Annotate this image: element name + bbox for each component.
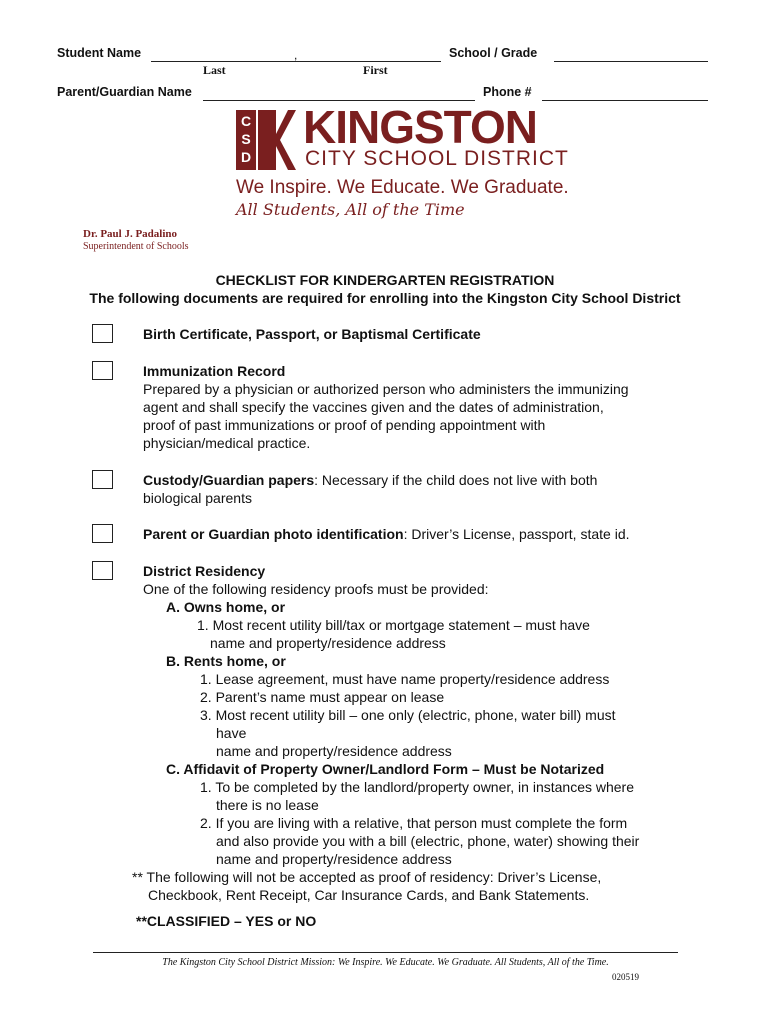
phone-label: Phone # xyxy=(483,85,532,99)
item-residency: District Residency xyxy=(143,563,266,579)
first-label: First xyxy=(363,63,388,77)
residency-b-2: 2. Parent’s name must appear on lease xyxy=(200,689,445,705)
item-immunization: Immunization Record xyxy=(143,363,286,379)
last-label: Last xyxy=(203,63,226,77)
footer-divider xyxy=(93,952,678,953)
page-subtitle: The following documents are required for enrolling into the Kingston City School District xyxy=(89,290,681,306)
footer-mission: The Kingston City School District Mission: We Inspire. We Educate. We Graduate. All Students, All of the Time. xyxy=(162,957,609,968)
immunization-line: agent and shall specify the vaccines given and the dates of administration, xyxy=(143,399,604,415)
item-photo-id: Parent or Guardian photo identification: Driver’s License, passport, state id. xyxy=(143,526,630,542)
residency-c-heading: C. Affidavit of Property Owner/Landlord Form – Must be Notarized xyxy=(166,761,605,777)
parent-guardian-label: Parent/Guardian Name xyxy=(57,85,192,99)
brand-subtitle: CITY SCHOOL DISTRICT xyxy=(305,147,569,170)
phone-field[interactable] xyxy=(542,100,708,101)
brand-tagline-script: All Students, All of the Time xyxy=(236,200,465,219)
monogram-c: C xyxy=(240,113,252,129)
monogram-d: D xyxy=(240,149,252,165)
form-code: 020519 xyxy=(612,972,639,982)
immunization-line: physician/medical practice. xyxy=(143,435,311,451)
superintendent-title: Superintendent of Schools xyxy=(83,241,189,252)
residency-b-3: 3. Most recent utility bill – one only (electric, phone, water bill) must xyxy=(200,707,616,723)
residency-note-2: Checkbook, Rent Receipt, Car Insurance Cards, and Bank Statements. xyxy=(148,887,590,903)
immunization-line: proof of past immunizations or proof of pending appointment with xyxy=(143,417,546,433)
item-custody: Custody/Guardian papers: Necessary if the child does not live with both biological parents xyxy=(143,472,598,506)
page-title: CHECKLIST FOR KINDERGARTEN REGISTRATION xyxy=(215,272,555,288)
monogram-s: S xyxy=(241,131,251,147)
student-name-label: Student Name xyxy=(57,46,142,60)
residency-intro: One of the following residency proofs must be provided: xyxy=(143,581,489,597)
residency-b-3b: have xyxy=(216,725,247,741)
residency-note-1: ** The following will not be accepted as proof of residency: Driver’s License, xyxy=(132,869,602,885)
classified-line: **CLASSIFIED – YES or NO xyxy=(136,913,317,929)
checkbox-residency[interactable] xyxy=(92,561,113,580)
checkbox-photo-id[interactable] xyxy=(92,524,113,543)
residency-c-1b: there is no lease xyxy=(216,797,319,813)
district-logo-icon xyxy=(236,110,296,170)
immunization-line: Prepared by a physician or authorized person who administers the immunizing xyxy=(143,381,629,397)
residency-c-2: 2. If you are living with a relative, that person must complete the form xyxy=(200,815,628,831)
residency-a-1b: name and property/residence address xyxy=(210,635,446,651)
name-comma: , xyxy=(294,48,298,62)
residency-c-2c: name and property/residence address xyxy=(216,851,452,867)
school-grade-label: School / Grade xyxy=(449,46,538,60)
checkbox-custody[interactable] xyxy=(92,470,113,489)
school-grade-field[interactable] xyxy=(554,61,708,62)
residency-b-3c: name and property/residence address xyxy=(216,743,452,759)
residency-a-1: 1. Most recent utility bill/tax or mortgage statement – must have xyxy=(197,617,590,633)
checkbox-immunization[interactable] xyxy=(92,361,113,380)
residency-b-1: 1. Lease agreement, must have name property/residence address xyxy=(200,671,610,687)
residency-c-2b: and also provide you with a bill (electric, phone, water) showing their xyxy=(216,833,640,849)
brand-tagline: We Inspire. We Educate. We Graduate. xyxy=(236,177,569,198)
superintendent-name: Dr. Paul J. Padalino xyxy=(83,228,178,240)
brand-name: KINGSTON xyxy=(303,101,537,153)
residency-b-heading: B. Rents home, or xyxy=(166,653,286,669)
checkbox-birth-certificate[interactable] xyxy=(92,324,113,343)
residency-a-heading: A. Owns home, or xyxy=(166,599,286,615)
item-birth-certificate: Birth Certificate, Passport, or Baptismal Certificate xyxy=(143,326,481,342)
residency-c-1: 1. To be completed by the landlord/property owner, in instances where xyxy=(200,779,634,795)
